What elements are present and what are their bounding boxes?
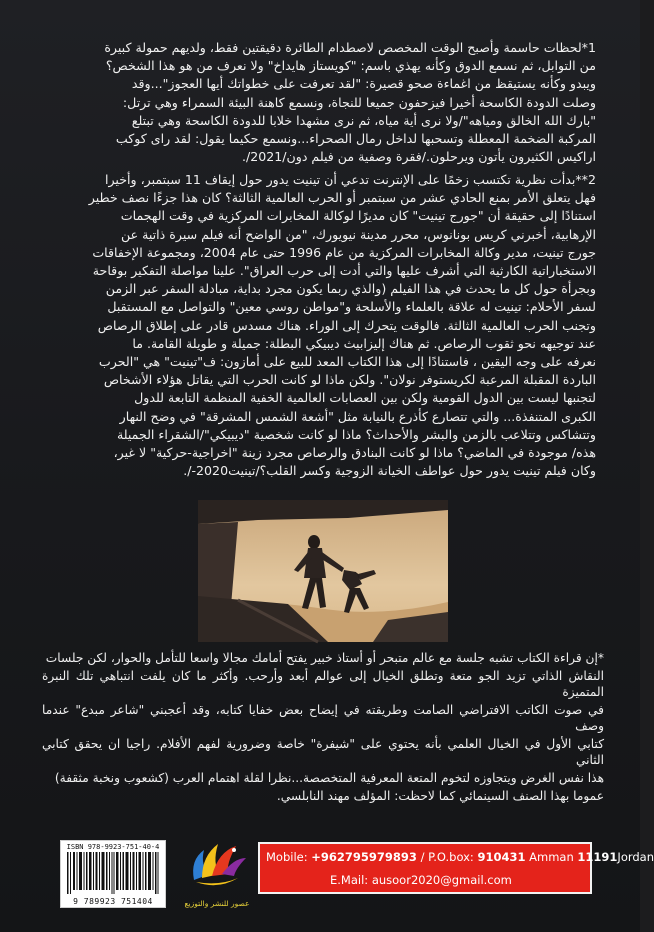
footnote-2-line: الاستخباراتية الكارثية التي أشرف عليها والتي أدت إلى حرب العراق". علينا مواصلة التفكير بوقاحة: [92, 263, 596, 279]
city-name: Amman: [529, 850, 574, 864]
publisher-name: عصور للنشر والتوزيع: [184, 899, 250, 908]
country-name: Jordan: [617, 850, 654, 864]
bird-logo-icon: [184, 836, 250, 894]
barcode-bars: [67, 852, 159, 894]
footnote-2: [48, 172, 596, 481]
mobile-number: +962795979893: [311, 850, 417, 864]
author-review: [42, 650, 604, 806]
footnote-1-line: 1*لحظات حاسمة وأصبح الوقت المخصص لاصطدام الطائرة دقيقتين فقط، ولديهم حمولة كبيرة: [104, 40, 596, 55]
email-address[interactable]: ausoor2020@gmail.com: [371, 873, 512, 887]
footnote-2-line: الباردة المقبلة المرعبة لكريستوفر نولان". ولكن ماذا لو كانت الحرب التي يقاتل هؤلاء الأشخاص: [103, 372, 596, 388]
footnote-1-line: وصلت الدودة الكاسحة أخيرا فيزحفون جميعا للنجاة، ونسمع كاهنة البيئة السمراء وهي ترتل:: [122, 94, 596, 110]
isbn-digits: 9 789923 751404: [73, 897, 153, 906]
footnote-1-line: "بارك الله الخالق ومياهه"/ولا نرى أية مياه، ثم نرى مشهدا خلابا للدودة الكاسحة وهي تبتلع: [131, 112, 596, 128]
footnote-1-line: المركبة الضخمة المعطلة وتسحبها لداخل رمال الصحراء...ونسمع حكيما يقول: لقد راى كوكب: [115, 131, 596, 147]
publisher-logo: [184, 836, 250, 908]
footnote-1-line: ويبدو وكأنه يستيقظ من اغماءة صحو قصيرة: "لقد تعرفت على خطواتك أيها العجوز"...وقد: [131, 76, 596, 92]
footnote-2-line: وبجرأة حول كل ما يحدث في هذا الفيلم (والذي ربما يكون مجرد بداية، مبادلة السفر عبر الزمن: [105, 281, 596, 297]
footnote-2-line: لتجنبها ليست بين الدول القومية ولكن بين العصابات العالمية الخفية المنظمة التابعة للدول: [134, 390, 596, 406]
contact-email-line: [330, 873, 512, 887]
pobox-label: / P.O.box:: [420, 850, 474, 864]
footnote-2-line: فهل يتعلق الأمر بمنع الحادي عشر من سبتمبر أو الحرب العالمية الثالثة؟ كان هذا جزءًا نصف خطير: [88, 190, 596, 206]
review-line: في صوت الكاتب الافتراضي الصامت وطريقته في إيضاح بعض خفايا كتابه، وقد أعجبني "شاعر مبدع" عندما وصف: [42, 703, 604, 733]
isbn-label: ISBN 978-9923-751-40-4: [66, 843, 160, 851]
review-line: كتابي الأول في الخيال العلمي بأنه يحتوي على "شيفرة" خاصة وضرورية لفهم الأفلام. راجيا ان يحقق كتابي الثاني: [42, 737, 604, 767]
footnote-2-line: عند توجيهه نحو ثقوب الرصاص. ثم هناك إليزابيث ديبيكي البطلة: جميلة و طويلة القامة. ما: [132, 335, 596, 351]
postal-code: 11191: [577, 850, 618, 864]
review-line: عموما بهذا الصنف السينمائي كما لاحظت: المؤلف مهند النابلسي.: [276, 789, 604, 803]
footnote-2-line: وتجنب الحرب العالمية الثالثة. فالوقت يتحرك إلى الوراء. هناك مسدس قادر على إطلاق الرصاص: [97, 317, 596, 333]
footnote-2-line: جورج تينيت، مدير وكالة المخابرات المركزية من عام 1996 حتى عام 2004، ومجموعة الإخفاقات: [92, 244, 596, 260]
footnote-2-line: 2**بدأت نظرية تكتسب زخمًا على الإنترنت تدعي أن تينيت يدور حول إيقاف 11 سبتمبر، وأخيرا: [104, 172, 596, 187]
footnote-2-line: نعرفه على وجه اليقين ، فاستنادًا إلى هذا الكتاب المعد للبيع على أمازون: ف"تينيت" هي "الحرب: [98, 354, 596, 370]
contact-info-bar: [258, 842, 654, 894]
isbn-barcode: [60, 840, 166, 908]
footnote-2-line: الإرهابية، أخبرني كريس بونانوس، محرر مدينة نيويورك، "من الواضح أنه فيلم سيرة ذاتية عن: [121, 226, 596, 242]
footnote-2-line: هذه/ موجودة في الماضي؟ ماذا لو كانت البنادق والرصاص مجرد زينة "اخراجية-حركية" لا غير،: [113, 445, 596, 461]
footnote-1-line: اراكيس الكثيرون يأتون ويرحلون./فقرة وصفية من فيلم دون/2021/.: [241, 149, 596, 165]
dune-scene-illustration: [198, 500, 448, 642]
review-line: النقاش الذاتي تزيد الجو متعة وتطلق الخيال إلى عوالم أبعد وأرحب. وأكثر ما كان يلفت انتباهي تلك النبرة المتميزة: [42, 669, 604, 699]
review-line: هذا نفس الغرض ويتجاوزه لتخوم المتعة المعرفية المتخصصة...نظرا لقلة اهتمام العرب (كشعوب ونخبة مثقفة): [54, 771, 604, 785]
mobile-label: Mobile:: [266, 850, 308, 864]
contact-phone-line: [266, 850, 654, 864]
footnote-2-line: لسفر الأحلام: تينيت له علاقة بالعلماء والأسلحة و"مواطن روسي معين" والتواصل مع المستقبل: [107, 299, 596, 315]
email-label: E.Mail:: [330, 873, 369, 887]
footnote-1-line: من التوابل، ثم نسمع الدوق وكأنه يهذي باسم: "كويستاز هايداخ" ولا نعرف من هو هذا الشخص؟: [105, 58, 596, 74]
review-line: *إن قراءة الكتاب تشبه جلسة مع عالم متبحر أو أستاذ خبير يفتح أمامك مجالا واسعا للتأمل والحوار، لكن جلسات: [45, 651, 604, 665]
footnote-2-line: وتتشاكس وتتلاعب بالزمن والبشر والأحداث؟ ماذا لو كانت شخصية "ديبيكي"/الشقراء الجميلة: [116, 426, 596, 442]
footnote-2-line: استنادًا إلى حقيقة أن "جورج تينيت" كان مديرًا لوكالة المخابرات المركزية في وقت الهجمات: [120, 208, 596, 224]
footnote-1: [48, 40, 596, 167]
footnote-2-line: الكبرى المتنفذة... والتي تتصارع كأذرع بالنيابة مثل "أشعة الشمس المشرقة" في وضح النهار: [119, 408, 596, 424]
footnote-2-line: وكان فيلم تينيت يدور حول عواطف الخيانة الزوجية وكسر القلب؟/تينيت2020-/.: [183, 463, 596, 479]
film-still-image: [198, 500, 448, 642]
pobox-number: 910431: [477, 850, 526, 864]
